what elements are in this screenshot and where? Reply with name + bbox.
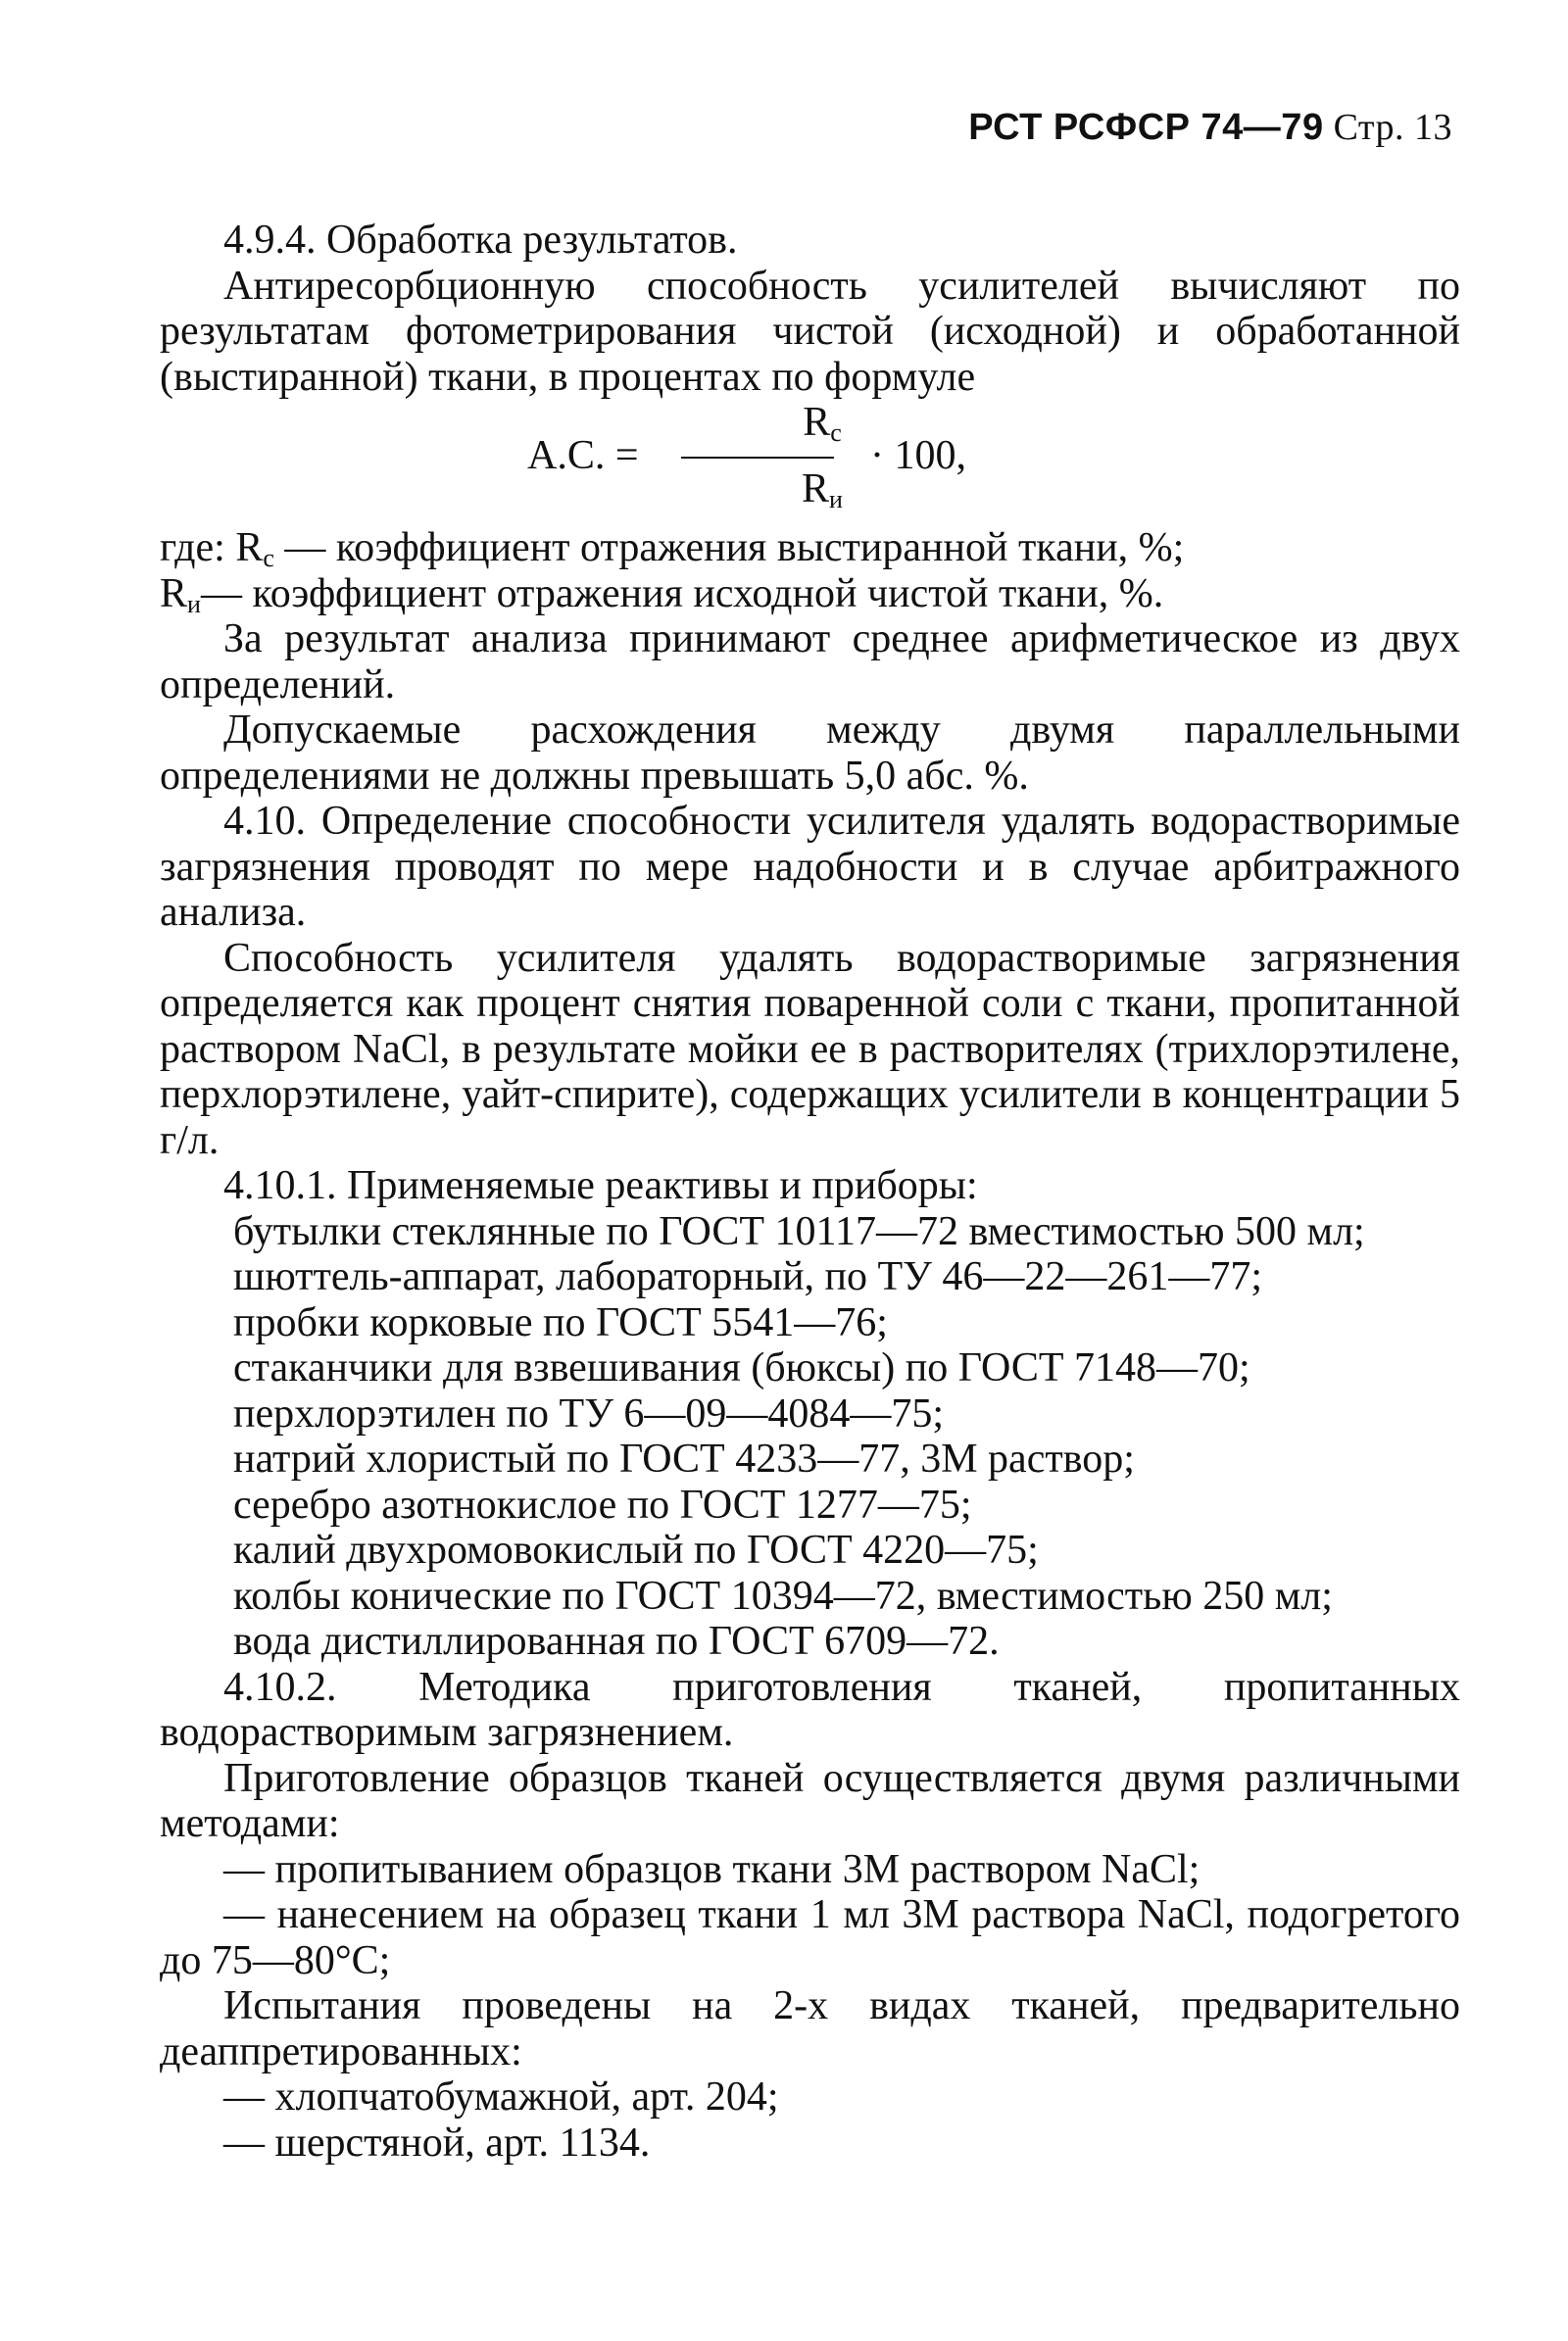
list-item: колбы конические по ГОСТ 10394—72, вместимостью 250 мл; — [233, 1573, 1333, 1619]
where-line-2 — [160, 571, 1460, 617]
document-body — [160, 218, 1460, 2166]
section-title-4-9-4: 4.9.4. Обработка результатов. — [223, 218, 738, 263]
paragraph-prep: Приготовление образцов тканей осуществляется двумя различными методами: — [160, 1755, 1460, 1846]
list-item: перхлорэтилен по ТУ 6—09—4084—75; — [233, 1390, 945, 1437]
section-title-4-10-2: 4.10.2. Методика приготовления тканей, пропитанных водорастворимым загрязнением. — [160, 1664, 1460, 1755]
standard-code: РСТ РСФСР 74—79 — [968, 107, 1324, 148]
where-2-subscript: и — [187, 589, 201, 618]
list-item: вода дистиллированная по ГОСТ 6709—72. — [233, 1619, 1000, 1664]
reagents-list — [160, 1209, 1460, 1665]
where-1-text: — коэффициент отражения выстиранной ткани, %; — [273, 525, 1185, 570]
paragraph-tests: Испытания проведены на 2-х видах тканей, предварительно деаппретированных: — [160, 1983, 1460, 2074]
formula-num-symbol: R — [803, 400, 831, 445]
list-item: натрий хлористый по ГОСТ 4233—77, 3М раствор; — [233, 1437, 1135, 1482]
formula-num-subscript: с — [830, 418, 842, 447]
where-2-prefix: R — [160, 570, 188, 616]
paragraph-ability: Способность усилителя удалять водорастворимые загрязнения определяется как процент снятия поваренной соли с ткани, пропитанной раствором NaCl, в результате мойки ее в растворителях (трихлорэтилене, перхлорэтилене, уайт-спирите), содержащих усилители в концентрации 5 г/л. — [160, 935, 1460, 1163]
list-item: стаканчики для взвешивания (бюксы) по ГОСТ 7148—70; — [233, 1345, 1250, 1390]
formula-den-subscript: и — [829, 485, 843, 513]
paragraph-intro: Антиресорбционную способность усилителей вычисляют по результатам фотометрирования чистой (исходной) и обработанной (выстиранной) ткани, в процентах по формуле — [160, 263, 1460, 400]
fabric-item: — хлопчатобумажной, арт. 204; — [223, 2074, 779, 2120]
list-item: калий двухромовокислый по ГОСТ 4220—75; — [233, 1528, 1039, 1573]
formula-multiplier: · 100, — [870, 433, 966, 478]
where-line-1 — [160, 525, 1460, 571]
list-item: серебро азотнокислое по ГОСТ 1277—75; — [233, 1482, 972, 1528]
paragraph-result: За результат анализа принимают среднее арифметическое из двух определений. — [160, 616, 1460, 707]
page-number: Стр. 13 — [1333, 107, 1452, 148]
list-item: пробки корковые по ГОСТ 5541—76; — [233, 1299, 888, 1345]
section-title-4-10-1: 4.10.1. Применяемые реактивы и приборы: — [223, 1163, 978, 1208]
method-item: — нанесением на образец ткани 1 мл 3М раствора NaCl, подогретого до 75—80°С; — [160, 1892, 1460, 1983]
where-1-prefix: где: R — [160, 525, 264, 570]
list-item: шюттель-аппарат, лабораторный, по ТУ 46—22—261—77; — [233, 1254, 1263, 1299]
formula-lhs: А.С. = — [527, 433, 639, 478]
formula — [160, 400, 1460, 525]
page-header — [968, 106, 1452, 149]
formula-den-symbol: R — [802, 466, 830, 512]
paragraph-4-10: 4.10. Определение способности усилителя удалять водорастворимые загрязнения проводят по мере надобности и в случае арбитражного анализа. — [160, 799, 1460, 935]
list-item: бутылки стеклянные по ГОСТ 10117—72 вместимостью 500 мл; — [233, 1208, 1365, 1254]
paragraph-tolerance: Допускаемые расхождения между двумя параллельными определениями не должны превышать 5,0 абс. %. — [160, 707, 1460, 799]
where-1-subscript: с — [263, 544, 274, 572]
where-2-text: — коэффициент отражения исходной чистой ткани, %. — [200, 570, 1164, 616]
method-item: — пропитыванием образцов ткани 3М раствором NaCl; — [223, 1846, 1200, 1892]
fabric-item: — шерстяной, арт. 1134. — [223, 2120, 651, 2166]
fraction-bar — [681, 457, 834, 459]
